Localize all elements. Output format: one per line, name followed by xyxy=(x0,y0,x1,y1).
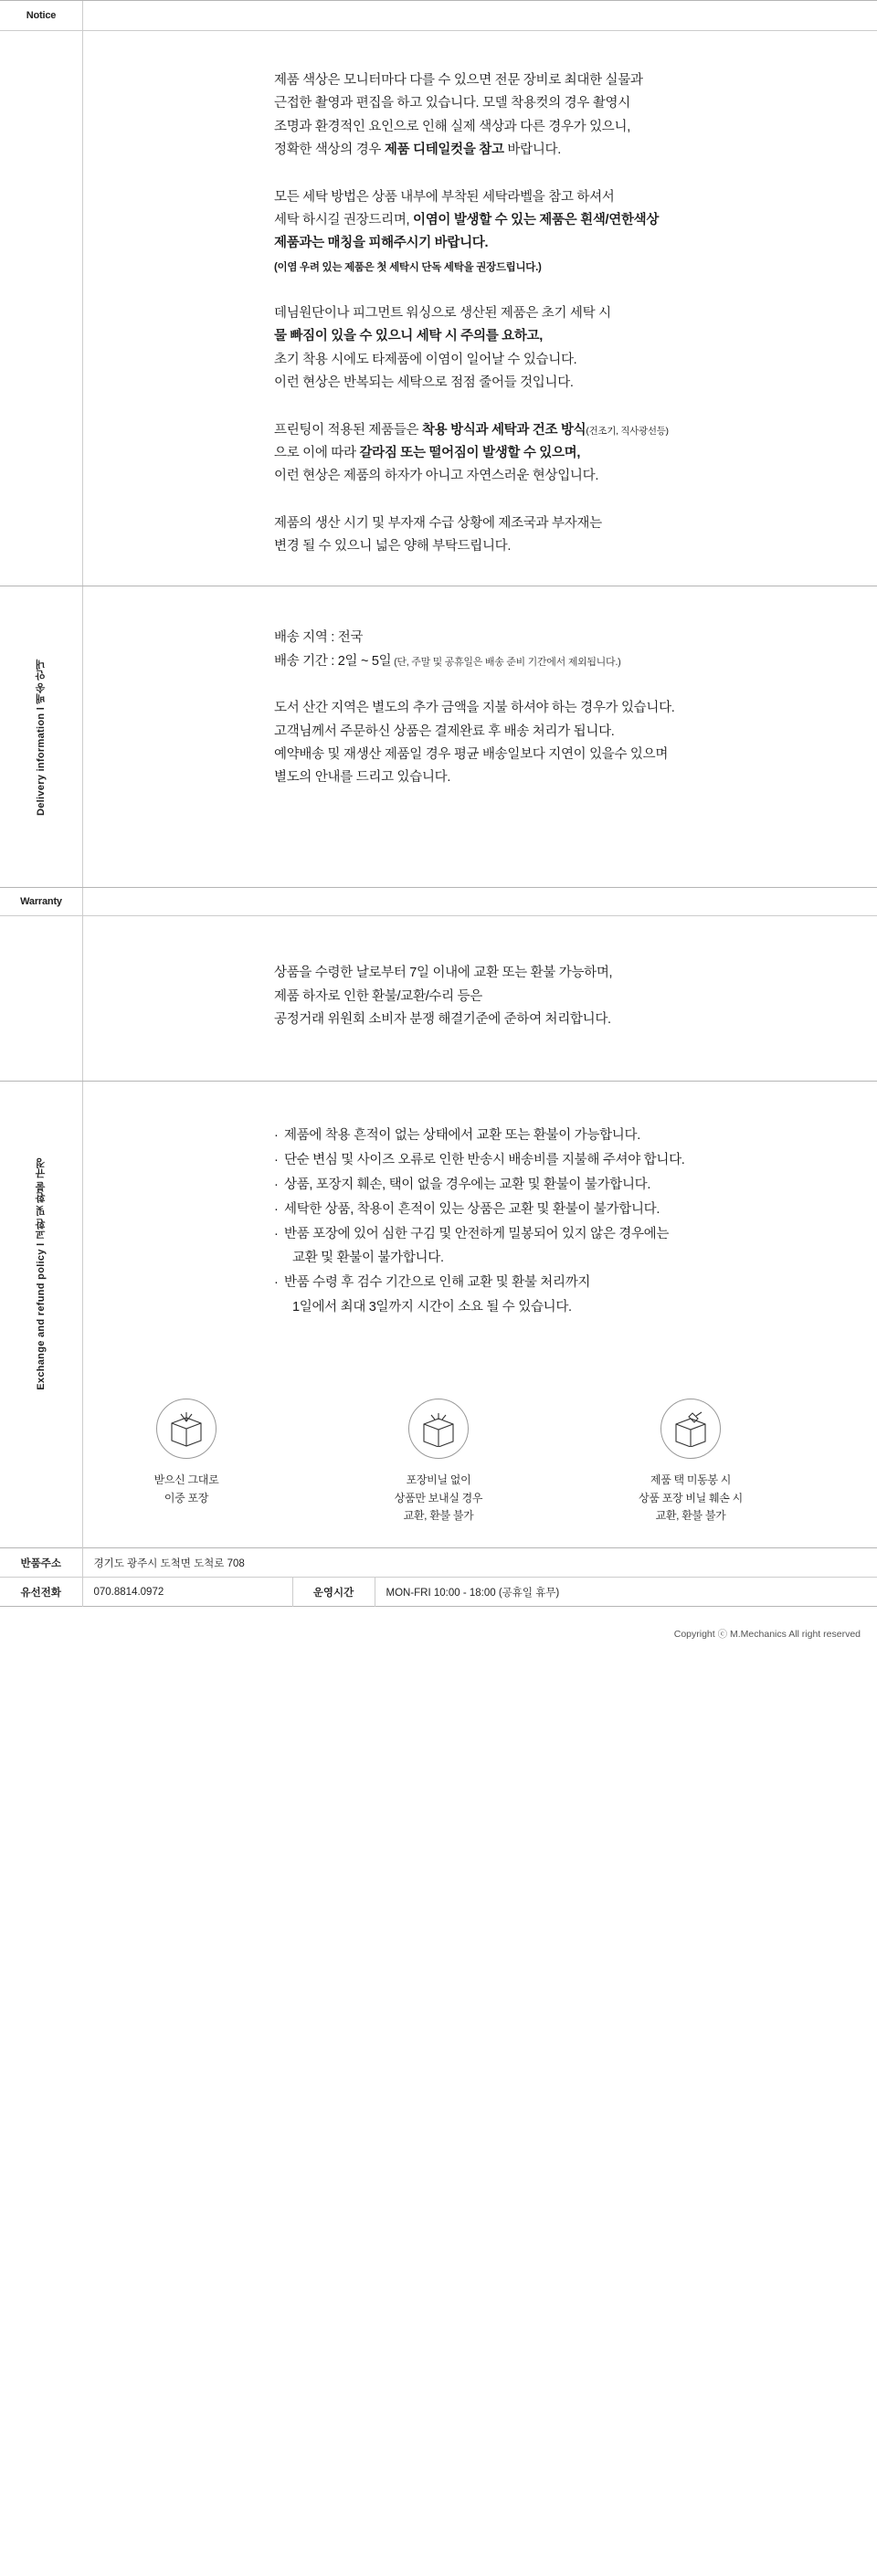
table-row xyxy=(0,1548,877,1578)
list-item: · 상품, 포장지 훼손, 택이 없을 경우에는 교환 및 환불이 불가합니다. xyxy=(274,1173,822,1198)
text-run: 물 빠짐이 있을 수 있으니 세탁 시 주의를 요하고, xyxy=(274,329,543,344)
text-run: 근접한 촬영과 편집을 하고 있습니다. 모델 착용컷의 경우 촬영시 xyxy=(274,96,630,111)
text-run: 도서 산간 지역은 별도의 추가 금액을 지불 하셔야 하는 경우가 있습니다. xyxy=(274,701,675,716)
list-item-continuation: 1일에서 최대 3일까지 시간이 소요 될 수 있습니다. xyxy=(292,1300,572,1315)
text-run: 모든 세탁 방법은 상품 내부에 부착된 세탁라벨을 참고 하셔서 xyxy=(274,189,615,205)
torn-package-icon xyxy=(408,1399,469,1459)
text-run: (이염 우려 있는 제품은 첫 세탁시 단독 세탁을 권장드립니다.) xyxy=(274,261,542,273)
text-run: 세탁 하시길 권장드리며, xyxy=(274,212,413,227)
divider-vertical xyxy=(82,1,83,30)
text-run: 제품과는 매칭을 피해주시기 바랍니다. xyxy=(274,236,489,251)
text-run: 제품 디테일컷을 참고 xyxy=(384,143,504,158)
phone-value: 070.8814.0972 xyxy=(93,1586,164,1598)
text-run: 예약배송 및 재생산 제품일 경우 평균 배송일보다 지연이 있을수 있으며 xyxy=(274,746,669,762)
text-run: 프린팅이 적용된 제품들은 xyxy=(274,422,422,438)
exchange-label xyxy=(0,1082,82,1465)
text-run: 초기 착용 시에도 타제품에 이염이 일어날 수 있습니다. xyxy=(274,352,577,367)
packaging-icon-item xyxy=(618,1399,764,1526)
delivery-body xyxy=(0,627,877,789)
warranty-section xyxy=(0,916,877,1081)
exchange-bullet-list xyxy=(274,1124,822,1320)
list-item: · 세탁한 상품, 착용이 흔적이 있는 상품은 교환 및 환불이 불가합니다. xyxy=(274,1198,822,1222)
text-run: 제품의 생산 시기 및 부자재 수급 상황에 제조국과 부자재는 xyxy=(274,515,602,531)
text-run: 정확한 색상의 경우 xyxy=(274,143,385,158)
notice-section xyxy=(0,31,877,586)
delivery-label-text: Delivery information l 배송 안내 xyxy=(36,659,47,816)
text-run: 배송 기간 : 2일 ~ 5일 xyxy=(274,653,392,669)
divider-vertical xyxy=(82,916,83,1081)
paragraph xyxy=(274,512,822,559)
text-run: 이런 현상은 반복되는 세탁으로 점점 줄어들 것입니다. xyxy=(274,375,574,391)
hours-label: 운영시간 xyxy=(292,1578,375,1607)
divider-vertical xyxy=(82,1082,83,1547)
exchange-label-text: Exchange and refund policy l 교환 및 환불 규정 xyxy=(36,1157,47,1390)
return-address-label: 반품주소 xyxy=(0,1548,82,1578)
text-run: 으로 이에 따라 xyxy=(274,445,360,460)
list-item: · 반품 수령 후 검수 기간으로 인해 교환 및 환불 처리까지 1일에서 최대 3일까지 시간이 소요 될 수 있습니다. xyxy=(274,1271,822,1320)
text-run: 고객님께서 주문하신 상품은 결제완료 후 배송 처리가 됩니다. xyxy=(274,723,615,739)
list-item: · 단순 변심 및 사이즈 오류로 인한 반송시 배송비를 지불해 주셔야 합니다. xyxy=(274,1148,822,1173)
packaging-icon-caption: 포장비닐 없이 상품만 보내실 경우 교환, 환불 불가 xyxy=(394,1473,483,1523)
paragraph xyxy=(274,697,822,790)
notice-label: Notice xyxy=(26,10,57,21)
packaging-icon-caption: 제품 택 미동봉 시 상품 포장 비닐 훼손 시 교환, 환불 불가 xyxy=(639,1473,743,1523)
hours-value: MON-FRI 10:00 - 18:00 (공휴일 휴무) xyxy=(386,1587,560,1599)
tag-removed-icon xyxy=(660,1399,721,1459)
list-item: · 제품에 착용 흔적이 없는 상태에서 교환 또는 환불이 가능합니다. xyxy=(274,1124,822,1148)
exchange-section xyxy=(0,1081,877,1547)
text-run: 이런 현상은 제품의 하자가 아니고 자연스러운 현상입니다. xyxy=(274,469,599,484)
text-run: 착용 방식과 세탁과 건조 방식 xyxy=(421,422,586,438)
text-run: 바랍니다. xyxy=(503,143,561,158)
table-row xyxy=(0,1578,877,1607)
warranty-body xyxy=(0,962,877,1031)
packaging-icon-item xyxy=(113,1399,259,1526)
packaging-icons-row xyxy=(0,1399,877,1538)
delivery-label xyxy=(0,586,82,888)
copyright-text: Copyright ⓒ M.Mechanics All right reserved xyxy=(673,1629,861,1641)
box-package-icon xyxy=(156,1399,217,1459)
footer-info-table xyxy=(0,1547,877,1607)
text-run: 제품 색상은 모니터마다 다를 수 있으면 전문 장비로 최대한 실물과 xyxy=(274,73,643,88)
text-run: 제품 하자로 인한 환불/교환/수리 등은 xyxy=(274,988,482,1004)
divider-vertical xyxy=(82,888,83,915)
notice-body xyxy=(0,69,877,558)
paragraph xyxy=(274,627,822,673)
packaging-icon-item xyxy=(365,1399,512,1526)
divider-vertical xyxy=(82,31,83,586)
packaging-icon-caption: 받으신 그대로 이중 포장 xyxy=(153,1473,219,1504)
return-address-value: 경기도 광주시 도척면 도척로 708 xyxy=(82,1548,877,1578)
phone-label: 유선전화 xyxy=(0,1578,82,1607)
text-run: 갈라짐 또는 떨어짐이 발생할 수 있으며, xyxy=(359,445,581,460)
text-run: 공정거래 위원회 소비자 분쟁 해결기준에 준하여 처리합니다. xyxy=(274,1012,611,1028)
text-run: 데님원단이나 피그먼트 워싱으로 생산된 제품은 초기 세탁 시 xyxy=(274,306,611,321)
warranty-label: Warranty xyxy=(20,896,62,908)
paragraph xyxy=(274,69,822,163)
paragraph xyxy=(274,302,822,396)
warranty-header-row xyxy=(0,887,877,916)
text-run: 별도의 안내를 드리고 있습니다. xyxy=(274,770,451,786)
text-run: 이염이 발생할 수 있는 제품은 흰색/연한색상 xyxy=(412,212,660,227)
text-run: (건조기, 직사광선등) xyxy=(586,425,669,437)
paragraph xyxy=(274,186,822,280)
paragraph xyxy=(274,962,822,1031)
delivery-section xyxy=(0,586,877,887)
paragraph xyxy=(274,419,822,489)
text-run: 조명과 환경적인 요인으로 인해 실제 색상과 다른 경우가 있으니, xyxy=(274,119,630,134)
text-run: 상품을 수령한 날로부터 7일 이내에 교환 또는 환불 가능하며, xyxy=(274,966,613,981)
divider-vertical xyxy=(82,586,83,887)
text-run: 배송 지역 : 전국 xyxy=(274,630,364,646)
list-item-continuation: 교환 및 환불이 불가합니다. xyxy=(292,1251,444,1266)
text-run: 변경 될 수 있으니 넓은 양해 부탁드립니다. xyxy=(274,539,512,554)
list-item: · 반품 포장에 있어 심한 구김 및 안전하게 밀봉되어 있지 않은 경우에는 교환 및 환불이 불가합니다. xyxy=(274,1222,822,1272)
text-run: (단, 주말 및 공휴일은 배송 준비 기간에서 제외됩니다.) xyxy=(391,656,621,668)
notice-header-row xyxy=(0,0,877,31)
exchange-body xyxy=(0,1124,877,1320)
